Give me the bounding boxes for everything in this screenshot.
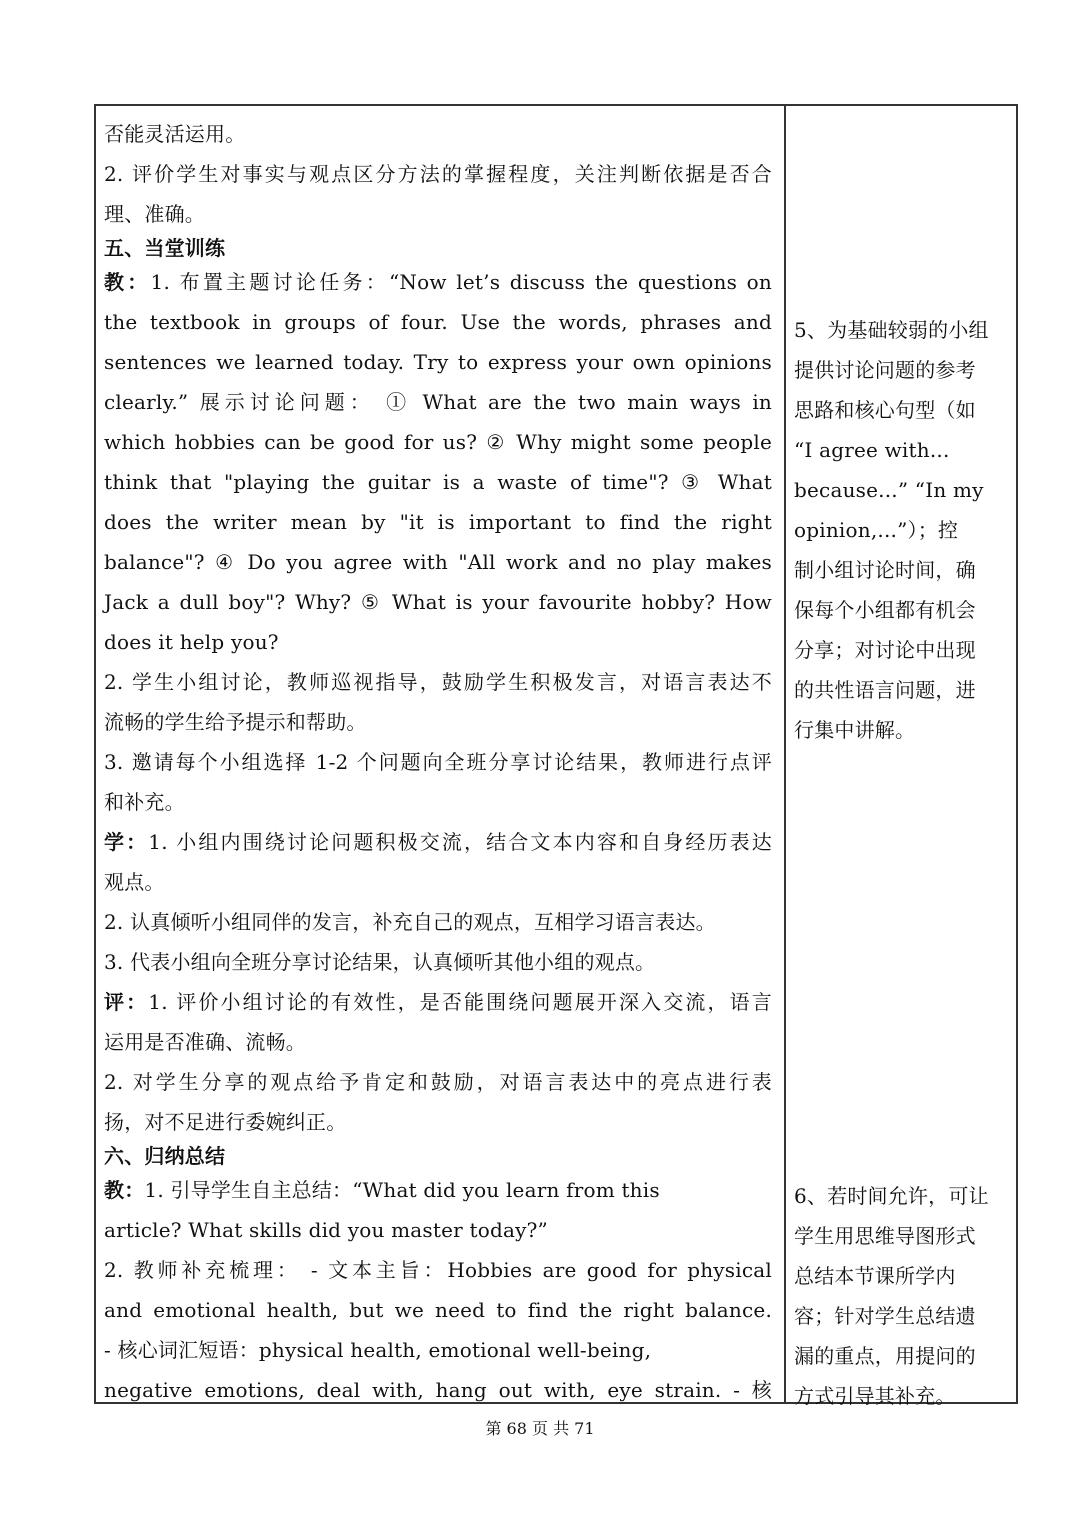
page-number: 第 68 页 共 71 [485,1419,595,1438]
teacher-label: 教： [104,270,151,294]
note-6: 6、若时间允许，可让 学生用思维导图形式 总结本节课所学内 容；针对学生总结遗 漏的重点，用提问的 方式引导其补充。 [794,1184,989,1408]
student-label: 学： [104,830,149,854]
text-line: sentences we learned today. Try to express your own opinions [104,350,772,374]
text-line: balance"? ④ Do you agree with "All work and no play makes [104,550,772,574]
text-line: the textbook in groups of four. Use the words, phrases and [104,310,772,334]
teacher-label: 教： [104,1178,145,1202]
note-5: 5、为基础较弱的小组 提供讨论问题的参考 思路和核心句型（如 “I agree with... because...” “In my opinion,...”）；控 制小组讨论时间，确 保每个小组都有机会 分享；对讨论中出现 的共性语言问题，进 行集中讲解。 [794,318,989,742]
teaching-process-column [104,114,772,1410]
section-heading-6: 六、归纳总结 [104,1144,226,1168]
text-line: 扬，对不足进行委婉纠正。 [104,1110,347,1134]
text-line: 2. 教师补充梳理： - 文本主旨：Hobbies are good for physical [104,1258,772,1282]
text-line: 理、准确。 [104,202,205,226]
text-line: 教：1. 引导学生自主总结：“What did you learn from this [104,1178,660,1202]
text-line: 3. 代表小组向全班分享讨论结果，认真倾听其他小组的观点。 [104,950,656,974]
text-line: 否能灵活运用。 [104,122,246,146]
text-line: 3. 邀请每个小组选择 1-2 个问题向全班分享讨论结果，教师进行点评 [104,750,772,774]
text-line: article? What skills did you master today?” [104,1218,548,1242]
evaluation-label: 评： [104,990,149,1014]
text-line: 2. 对学生分享的观点给予肯定和鼓励，对语言表达中的亮点进行表 [104,1070,772,1094]
lesson-plan-table [94,104,1018,1408]
text-line: - 核心词汇短语：physical health, emotional well-being, [104,1338,652,1362]
text-line: and emotional health, but we need to find the right balance. [104,1298,772,1322]
text-line: 和补充。 [104,790,185,814]
text-line: 观点。 [104,870,165,894]
text-line: which hobbies can be good for us? ② Why might some people [104,430,772,454]
section-heading-5: 五、当堂训练 [104,236,226,260]
text-line: 2. 评价学生对事实与观点区分方法的掌握程度，关注判断依据是否合 [104,162,772,186]
text-line: 2. 学生小组讨论，教师巡视指导，鼓励学生积极发言，对语言表达不 [104,670,772,694]
text-line: negative emotions, deal with, hang out with, eye strain. - 核 [104,1378,772,1402]
text-line: does it help you? [104,630,279,654]
text-line: 学：1. 小组内围绕讨论问题积极交流，结合文本内容和自身经历表达 [104,830,772,854]
text-line: 教：1. 布置主题讨论任务：“Now let’s discuss the questions on [104,270,772,294]
text-line: Jack a dull boy"? Why? ⑤ What is your favourite hobby? How [104,590,772,614]
text-line: 评：1. 评价小组讨论的有效性，是否能围绕问题展开深入交流，语言 [104,990,772,1014]
text-line: clearly.” 展示讨论问题： ① What are the two main ways in [104,390,772,414]
notes-column [794,310,1008,1408]
column-divider [784,106,786,1402]
text-line: 运用是否准确、流畅。 [104,1030,306,1054]
text-line: 流畅的学生给予提示和帮助。 [104,710,367,734]
text-line: think that "playing the guitar is a waste of time"? ③ What [104,470,772,494]
text-line: 2. 认真倾听小组同伴的发言，补充自己的观点，互相学习语言表达。 [104,910,716,934]
text-line: does the writer mean by "it is important to find the right [104,510,772,534]
